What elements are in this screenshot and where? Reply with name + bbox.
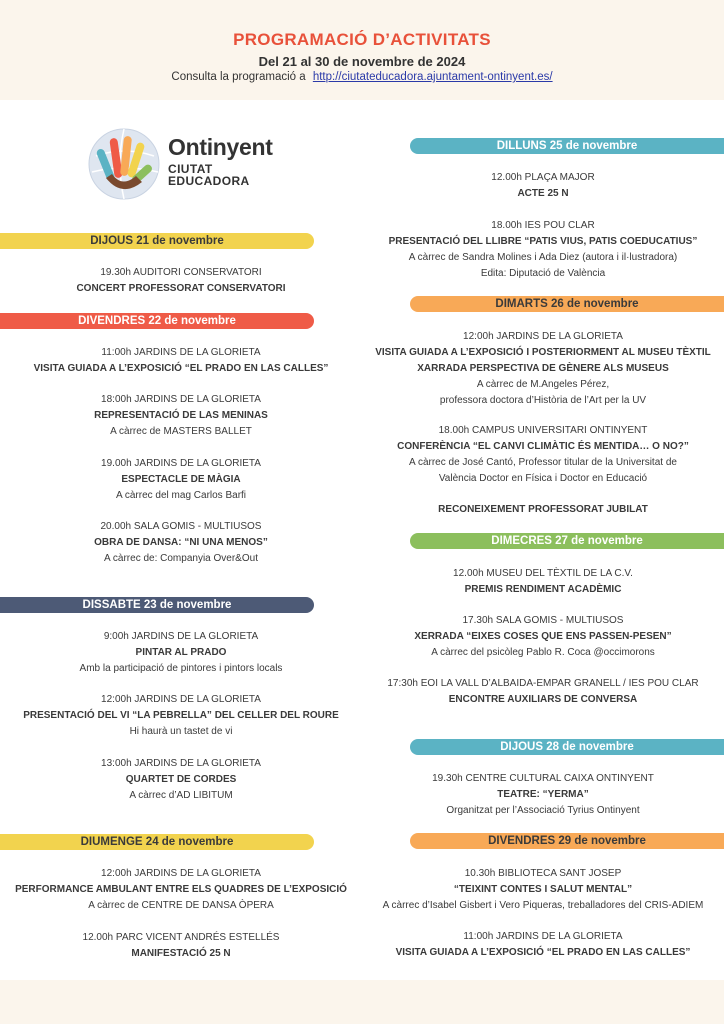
event-25-2 [362, 218, 724, 282]
event-27-3 [362, 676, 724, 708]
event-time: 17.30h SALA GOMIS - MULTIUSOS [462, 615, 624, 626]
event-detail-2: professora doctora d’Història de l’Art per la UV [439, 395, 647, 406]
event-title: XERRADA “EIXES COSES QUE ENS PASSEN-PESEN” [414, 631, 672, 642]
event-detail: Organitzat per l’Associació Tyrius Ontinyent [446, 805, 640, 816]
logo-subtitle [168, 163, 250, 187]
logo-name: Ontinyent [168, 134, 273, 160]
consult-label: Consulta la programació a [171, 71, 306, 83]
event-title: VISITA GUIADA A L’EXPOSICIÓ “EL PRADO EN LAS CALLES” [33, 363, 329, 374]
event-time: 19.30h AUDITORI CONSERVATORI [100, 267, 262, 278]
event-title: MANIFESTACIÓ 25 N [131, 948, 231, 959]
event-29-1 [362, 866, 724, 914]
event-time: 9:00h JARDINS DE LA GLORIETA [103, 631, 259, 642]
event-time: 20.00h SALA GOMIS - MULTIUSOS [100, 521, 262, 532]
logo-line-educadora: EDUCADORA [168, 174, 250, 188]
event-title: RECONEIXEMENT PROFESSORAT JUBILAT [438, 504, 648, 515]
event-time: 18:00h JARDINS DE LA GLORIETA [101, 394, 261, 405]
event-title: PREMIS RENDIMENT ACADÈMIC [464, 584, 622, 595]
event-time: 11:00h JARDINS DE LA GLORIETA [101, 347, 261, 358]
event-time: 10.30h BIBLIOTECA SANT JOSEP [464, 868, 622, 879]
event-time: 12:00h JARDINS DE LA GLORIETA [101, 868, 261, 879]
event-title: PINTAR AL PRADO [135, 647, 227, 658]
page-header [0, 0, 724, 100]
event-detail: Amb la participació de pintores i pintors locals [79, 663, 283, 674]
event-23-3 [0, 756, 362, 804]
event-detail-2: Edita: Diputació de València [480, 268, 606, 279]
logo-line-ciutat: CIUTAT [168, 162, 213, 176]
consult-line [0, 71, 724, 83]
event-23-2 [0, 692, 362, 740]
event-24-1 [0, 866, 362, 914]
event-detail-2: València Doctor en Física i Doctor en Educació [438, 473, 648, 484]
event-title: VISITA GUIADA A L’EXPOSICIÓ I POSTERIORMENT AL MUSEU TÈXTIL [375, 347, 711, 358]
event-26-3 [362, 502, 724, 518]
event-time: 12:00h JARDINS DE LA GLORIETA [463, 331, 623, 342]
day-band-24: DIUMENGE 24 de novembre [0, 834, 314, 850]
event-detail: A càrrec del mag Carlos Barfi [115, 490, 247, 501]
event-title: PERFORMANCE AMBULANT ENTRE ELS QUADRES DE L’EXPOSICIÓ [15, 884, 347, 895]
event-detail: A càrrec de MASTERS BALLET [110, 426, 252, 437]
day-band-22: DIVENDRES 22 de novembre [0, 313, 314, 329]
event-detail: A càrrec del psicòleg Pablo R. Coca @occimorons [431, 647, 655, 658]
event-time: 18.00h CAMPUS UNIVERSITARI ONTINYENT [438, 425, 648, 436]
event-time: 12:00h JARDINS DE LA GLORIETA [101, 694, 261, 705]
event-time: 12.00h MUSEU DEL TÈXTIL DE LA C.V. [453, 568, 633, 579]
event-26-1 [362, 329, 724, 409]
event-title: ENCONTRE AUXILIARS DE CONVERSA [448, 694, 638, 705]
event-22-3 [0, 456, 362, 504]
event-title: QUARTET DE CORDES [125, 774, 237, 785]
event-title: REPRESENTACIÓ DE LAS MENINAS [94, 410, 268, 421]
event-title: CONCERT PROFESSORAT CONSERVATORI [76, 283, 286, 294]
event-24-2 [0, 930, 362, 962]
event-title-2: XARRADA PERSPECTIVA DE GÈNERE ALS MUSEUS [417, 363, 669, 374]
event-title: TEATRE: “YERMA” [497, 789, 589, 800]
event-time: 18.00h IES POU CLAR [491, 220, 595, 231]
event-detail: A càrrec de Sandra Molines i Ada Diez (autora i il·lustradora) [408, 252, 678, 263]
event-title: ACTE 25 N [517, 188, 569, 199]
event-23-1 [0, 629, 362, 677]
event-title: VISITA GUIADA A L’EXPOSICIÓ “EL PRADO EN LAS CALLES” [395, 947, 691, 958]
event-25-1 [362, 170, 724, 202]
day-band-25: DILLUNS 25 de novembre [410, 138, 724, 154]
event-title: OBRA DE DANSA: “NI UNA MENOS” [94, 537, 268, 548]
event-detail: A càrrec de: Companyia Over&Out [104, 553, 258, 564]
day-band-28: DIJOUS 28 de novembre [410, 739, 724, 755]
event-time: 13:00h JARDINS DE LA GLORIETA [101, 758, 261, 769]
day-band-23: DISSABTE 23 de novembre [0, 597, 314, 613]
event-27-1 [362, 566, 724, 598]
event-26-2 [362, 423, 724, 487]
event-27-2 [362, 613, 724, 661]
event-21-1 [0, 265, 362, 297]
day-band-29: DIVENDRES 29 de novembre [410, 833, 724, 849]
event-detail: Hi haurà un tastet de vi [129, 726, 233, 737]
day-band-21: DIJOUS 21 de novembre [0, 233, 314, 249]
event-title: ESPECTACLE DE MÀGIA [121, 474, 241, 485]
event-detail: A càrrec de CENTRE DE DANSA ÒPERA [88, 900, 274, 911]
event-title: CONFERÈNCIA “EL CANVI CLIMÀTIC ÉS MENTIDA… O NO?” [397, 441, 689, 452]
event-detail: A càrrec d’AD LIBITUM [129, 790, 233, 801]
page-title: PROGRAMACIÓ D’ACTIVITATS [233, 30, 491, 49]
event-time: 12.00h PLAÇA MAJOR [491, 172, 595, 183]
event-29-2 [362, 929, 724, 961]
day-band-26: DIMARTS 26 de novembre [410, 296, 724, 312]
day-band-27: DIMECRES 27 de novembre [410, 533, 724, 549]
event-time: 11:00h JARDINS DE LA GLORIETA [463, 931, 623, 942]
event-detail: A càrrec de José Cantó, Professor titular de la Universitat de [409, 457, 677, 468]
event-22-2 [0, 392, 362, 440]
event-time: 17:30h EOI LA VALL D’ALBAIDA-EMPAR GRANELL / IES POU CLAR [387, 678, 699, 689]
event-time: 12.00h PARC VICENT ANDRÉS ESTELLÉS [82, 932, 280, 943]
event-title: “TEIXINT CONTES I SALUT MENTAL” [453, 884, 633, 895]
event-22-4 [0, 519, 362, 567]
event-time: 19.00h JARDINS DE LA GLORIETA [101, 458, 261, 469]
program-link[interactable]: http://ciutateducadora.ajuntament-ontinyent.es/ [312, 71, 553, 83]
event-28-1 [362, 771, 724, 819]
event-title: PRESENTACIÓ DEL VI “LA PEBRELLA” DEL CELLER DEL ROURE [23, 710, 339, 721]
event-time: 19.30h CENTRE CULTURAL CAIXA ONTINYENT [432, 773, 654, 784]
date-range: Del 21 al 30 de novembre de 2024 [258, 54, 466, 69]
event-22-1 [0, 345, 362, 377]
ontinyent-logo [88, 126, 288, 202]
hand-logo-icon [88, 126, 164, 202]
event-detail: A càrrec de M.Angeles Pérez, [476, 379, 610, 390]
event-detail: A càrrec d’Isabel Gisbert i Vero Piqueras, treballadores del CRIS-ADIEM [382, 900, 704, 911]
event-title: PRESENTACIÓ DEL LLIBRE “PATIS VIUS, PATIS COEDUCATIUS” [388, 236, 698, 247]
